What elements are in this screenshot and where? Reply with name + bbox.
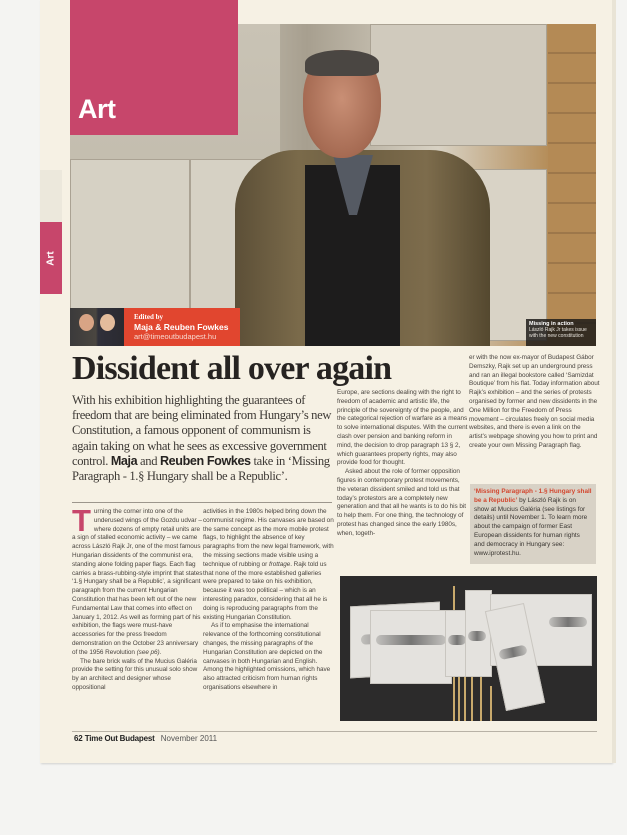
standfirst-divider <box>72 502 332 503</box>
publication-name: Time Out Budapest <box>84 734 155 743</box>
photo-subject <box>235 50 490 346</box>
issue-date: November 2011 <box>160 734 218 743</box>
photo-canvas-panel <box>70 159 190 311</box>
drop-cap: T <box>72 503 91 538</box>
body-column-4: er with the now ex-mayor of Budapest Gábor Demszky, Rajk set up an underground press and ran an illegal bookstore called ‘Samizdat Boutique’ from his flat. Today information about Rajk’s exhibition – and the series of protests organised by former and new dissidents in the One Million for the Freedom of Press movement – circulates freely on social media websites, and there is even a link on the artist’s webpage showing you how to print and create your own Missing Paragraph flag. <box>469 354 600 449</box>
page-number: 62 <box>74 734 83 743</box>
editor-credit-bar <box>70 308 240 346</box>
standfirst-text: With his exhibition highlighting the guarantees of freedom that are being eliminated from Hungary’s new Constitution, a famous opponent of communism is again taking on what he sees as excessive government control. <box>72 393 332 468</box>
editor-portraits <box>70 308 124 346</box>
body-column-3: Europe, are sections dealing with the right to freedom of academic and artistic life, the principle of the sovereignty of the people, and the categorical rejection of warfare as a means to solve international disputes. With the current clash over pension and banking reform in mind, the decision to drop paragraph 13 § 2, which guarantees property rights, may also provide food for thought. Asked about the role of former opposition figures in contemporary protest movements, the veteran dissident smiled and told us that today’s protestors are a completely new generation and that all he wants is to do his bit to help them. For one thing, the technology of protest has changed since the early 1980s, when, togeth- <box>337 389 468 537</box>
standfirst-author: Reuben Fowkes <box>159 453 251 468</box>
exhibition-info-box <box>470 484 596 564</box>
editor-face-icon <box>79 314 94 331</box>
footer-divider <box>72 731 597 732</box>
paper-flag <box>465 590 492 677</box>
editor-names: Maja & Reuben Fowkes <box>134 322 229 332</box>
editor-face-icon <box>100 314 115 331</box>
page-edge <box>612 0 616 763</box>
article-standfirst: With his exhibition highlighting the guarantees of freedom that are being eliminated from Hungary’s new Constitution, a famous opponent of communism is again taking on what he sees as excessive government control. Maja and Reuben Fowkes take in ‘Missing Paragraph - 1.§ Hungary shall be a Republic’. <box>72 393 332 484</box>
standfirst-author: Maja <box>110 453 138 468</box>
photo-caption-title: Missing in action <box>529 321 574 327</box>
article-headline: Dissident all over again <box>72 350 392 387</box>
section-side-tab <box>40 222 62 294</box>
paper-flags-photo <box>340 576 597 721</box>
editor-email: art@timeoutbudapest.hu <box>134 332 217 341</box>
info-box-text: by László Rajk is on show at Mucius Galéria (see listings for details) until November 1. To learn more about the campaign of former East European dissidents for human rights and democracy in Hungary see: www.iprotest.hu. <box>474 496 588 557</box>
photo-brick-wall <box>548 24 596 346</box>
edited-by-label: Edited by <box>134 313 163 321</box>
side-tab-label: Art <box>45 250 57 266</box>
section-header-block <box>70 0 238 135</box>
side-tab-blank <box>40 170 62 222</box>
photo-caption-text: László Rajk Jr takes issue with the new constitution <box>529 327 587 339</box>
page-footer <box>74 734 217 743</box>
body-column-1: Turning the corner into one of the underused wings of the Gozdu udvar – where dozens of empty retail units are a sign of stalled economic activity – we came across László Rajk Jr, one of the most famous Hungarian dissidents of the communist era, standing alone folding paper flags. Each flag carries a brass-rubbing-style imprint that states ‘1.§ Hungary shall be a Republic’, a significant paragraph from the current Hungarian Constitution that has been left out of the new Fundamental Law that comes into effect on January 1, 2012. As well as forming part of his exhibition, the flags were must-have accessories for the press freedom demonstration on the October 23 anniversary of the 1956 Revolution (see p6). The bare brick walls of the Mucius Galéria provide the setting for this unusual solo show by an architect and designer whose oppositional <box>72 503 203 691</box>
section-title: Art <box>78 94 116 124</box>
paper-flag <box>370 610 452 684</box>
body-column-2: activities in the 1980s helped bring down the communist regime. His canvases are based on the same concept as the more mobile protest flags, to highlight the absence of key paragraphs from the new legal framework, with the missing sections made visible using a technique of rubbing or frottage. Rajk told us that none of the more established galleries were prepared to take on his exhibition, because it was too political – which is an interesting paradox, considering that all he is doing is reproducing paragraphs from the existing Hungarian Constitution. As if to emphasise the international relevance of the forthcoming constitutional changes, the missing paragraphs of the Hungarian Constitution are depicted on the canvases in both Hungarian and English. Among the highlighted omissions, which have also attracted criticism from human rights organisations elsewhere in <box>203 508 334 691</box>
info-box-title: ‘Missing Paragraph - 1.§ Hungary shall be a Republic’ <box>474 488 592 504</box>
photo-caption <box>526 319 596 346</box>
